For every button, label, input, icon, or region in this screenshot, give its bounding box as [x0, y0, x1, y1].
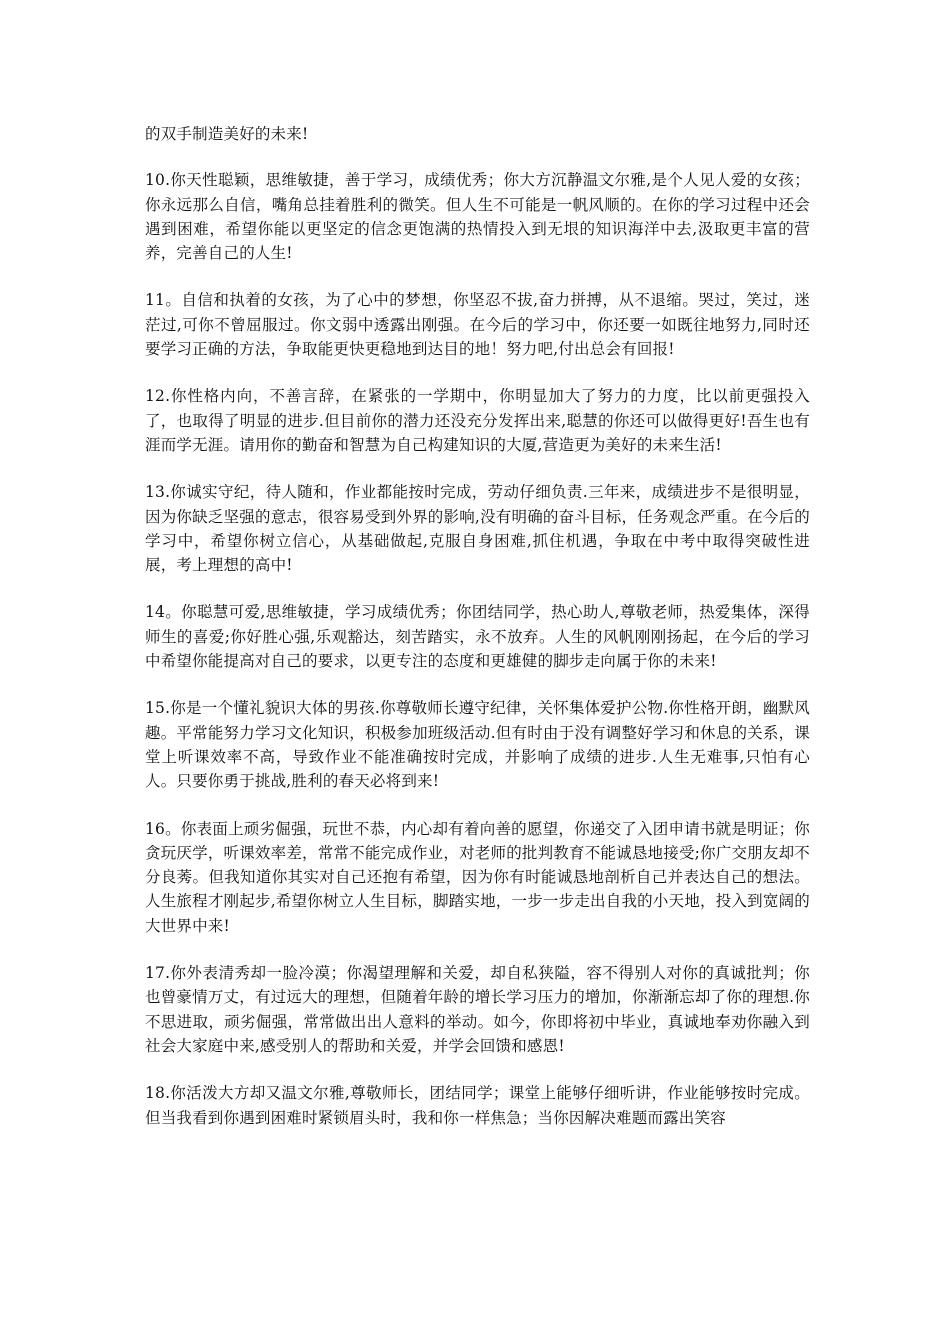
- paragraph-comment-11: 11。自信和执着的女孩，为了心中的梦想，你坚忍不拔,奋力拼搏，从不退缩。哭过，笑过，迷茫过,可你不曾屈服过。你文弱中透露出刚强。在今后的学习中，你还要一如既往地努力,同时还要学习正确的方法，争取能更快更稳地到达目的地！努力吧,付出总会有回报!: [145, 291, 810, 359]
- paragraph-comment-16: 16。你表面上顽劣倔强，玩世不恭，内心却有着向善的愿望，你递交了入团申请书就是明证；你贪玩厌学，听课效率差，常常不能完成作业，对老师的批判教育不能诚恳地接受;你广交朋友却不分良莠。但我知道你其实对自己还抱有希望，因为你有时能诚恳地剖析自己并表达自己的想法。人生旅程才刚起步,希望你树立人生目标，脚踏实地，一步一步走出自我的小天地，投入到宽阔的大世界中来!: [145, 819, 810, 935]
- paragraph-comment-10: 10.你天性聪颖，思维敏捷，善于学习，成绩优秀；你大方沉静温文尔雅,是个人见人爱的女孩；你永远那么自信，嘴角总挂着胜利的微笑。但人生不可能是一帆风顺的。在你的学习过程中还会遇到困难，希望你能以更坚定的信念更饱满的热情投入到无垠的知识海洋中去,汲取更丰富的营养，完善自己的人生!: [145, 171, 810, 263]
- paragraph-comment-13: 13.你诚实守纪，待人随和，作业都能按时完成，劳动仔细负责.三年来，成绩进步不是很明显，因为你缺乏坚强的意志，很容易受到外界的影响,没有明确的奋斗目标，任务观念严重。在今后的学习中，希望你树立信心，从基础做起,克服自身困难,抓住机遇，争取在中考中取得突破性进展，考上理想的高中!: [145, 483, 810, 575]
- document-body: [145, 122, 810, 1153]
- paragraph-comment-17: 17.你外表清秀却一脸冷漠；你渴望理解和关爱，却自私狭隘，容不得别人对你的真诚批判；你也曾豪情万丈，有过远大的理想，但随着年龄的增长学习压力的增加，你渐渐忘却了你的理想.你不思进取，顽劣倔强，常常做出出人意料的举动。如今，你即将初中毕业，真诚地奉劝你融入到社会大家庭中来,感受别人的帮助和关爱，并学会回馈和感恩!: [145, 964, 810, 1055]
- paragraph-comment-14: 14。你聪慧可爱,思维敏捷，学习成绩优秀；你团结同学，热心助人,尊敬老师，热爱集体，深得师生的喜爱;你好胜心强,乐观豁达，刻苦踏实，永不放弃。人生的风帆刚刚扬起，在今后的学习中希望你能提高对自己的要求，以更专注的态度和更雄健的脚步走向属于你的未来!: [145, 603, 810, 671]
- paragraph-comment-18: 18.你活泼大方却又温文尔雅,尊敬师长，团结同学；课堂上能够仔细听讲，作业能够按时完成。但当我看到你遇到困难时紧锁眉头时，我和你一样焦急；当你因解决难题而露出笑容: [145, 1084, 810, 1127]
- paragraph-continuation: 的双手制造美好的未来!: [145, 125, 309, 143]
- paragraph-comment-12: 12.你性格内向，不善言辞，在紧张的一学期中，你明显加大了努力的力度，比以前更强投入了，也取得了明显的进步.但目前你的潜力还没充分发挥出来,聪慧的你还可以做得更好!吾生也有涯而学无涯。请用你的勤奋和智慧为自己构建知识的大厦,营造更为美好的未来生活!: [145, 387, 810, 454]
- paragraph-comment-15: 15.你是一个懂礼貌识大体的男孩.你尊敬师长遵守纪律，关怀集体爱护公物.你性格开朗，幽默风趣。平常能努力学习文化知识，积极参加班级活动.但有时由于没有调整好学习和休息的关系，课堂上听课效率不高，导致作业不能准确按时完成，并影响了成绩的进步.人生无难事,只怕有心人。只要你勇于挑战,胜利的春天必将到来!: [145, 699, 810, 791]
